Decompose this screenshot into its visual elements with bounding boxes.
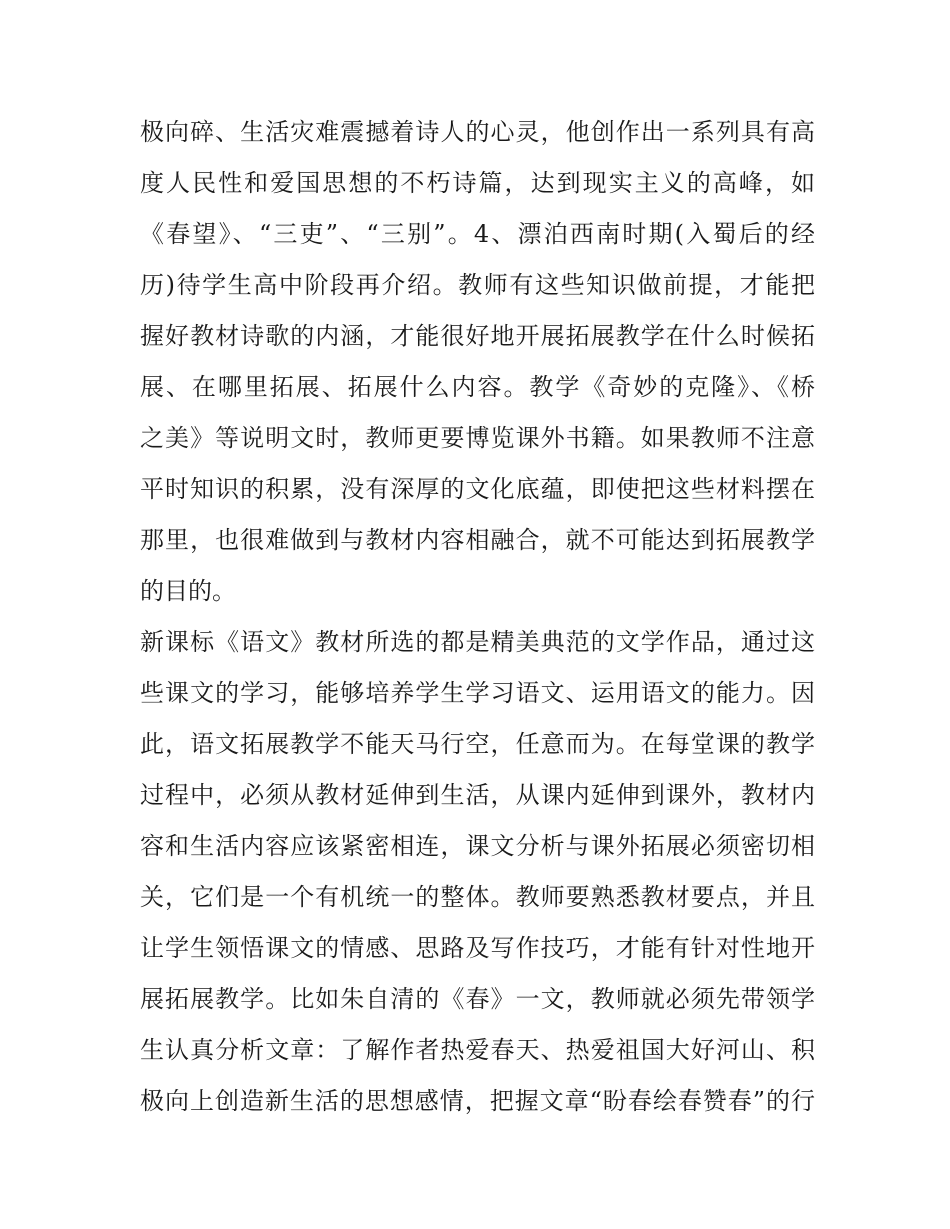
text-line: 展、在哪里拓展、拓展什么内容。教学《奇妙的克隆》、《桥 — [140, 373, 815, 401]
text-line: 那里，也很难做到与教材内容相融合，就不可能达到拓展教学 — [140, 526, 815, 554]
text-line: 展拓展教学。比如朱自清的《春》一文，教师就必须先带领学 — [140, 985, 815, 1013]
text-line: 《春望》、“三吏”、“三别”。4、漂泊西南时期(入蜀后的经 — [140, 220, 815, 248]
text-line: 极向碎、生活灾难震撼着诗人的心灵，他创作出一系列具有高 — [140, 118, 815, 146]
text-line: 关，它们是一个有机统一的整体。教师要熟悉教材要点，并且 — [140, 883, 815, 911]
text-line: 极向上创造新生活的思想感情，把握文章“盼春绘春赞春”的行 — [140, 1087, 815, 1115]
text-line: 历)待学生高中阶段再介绍。教师有这些知识做前提，才能把 — [140, 271, 815, 299]
text-line: 握好教材诗歌的内涵，才能很好地开展拓展教学在什么时候拓 — [140, 322, 815, 350]
text-line: 生认真分析文章：了解作者热爱春天、热爱祖国大好河山、积 — [140, 1036, 815, 1064]
text-line: 此，语文拓展教学不能天马行空，任意而为。在每堂课的教学 — [140, 730, 815, 758]
text-line: 之美》等说明文时，教师更要博览课外书籍。如果教师不注意 — [140, 424, 815, 452]
text-line: 新课标《语文》教材所选的都是精美典范的文学作品，通过这 — [140, 628, 815, 656]
text-line: 过程中，必须从教材延伸到生活，从课内延伸到课外，教材内 — [140, 781, 815, 809]
text-line: 度人民性和爱国思想的不朽诗篇，达到现实主义的高峰，如 — [140, 169, 815, 197]
text-line: 容和生活内容应该紧密相连，课文分析与课外拓展必须密切相 — [140, 832, 815, 860]
body-text — [140, 107, 815, 1127]
text-line: 平时知识的积累，没有深厚的文化底蕴，即使把这些材料摆在 — [140, 475, 815, 503]
text-line: 的目的。 — [140, 577, 236, 605]
text-line: 些课文的学习，能够培养学生学习语文、运用语文的能力。因 — [140, 679, 815, 707]
text-line: 让学生领悟课文的情感、思路及写作技巧，才能有针对性地开 — [140, 934, 815, 962]
